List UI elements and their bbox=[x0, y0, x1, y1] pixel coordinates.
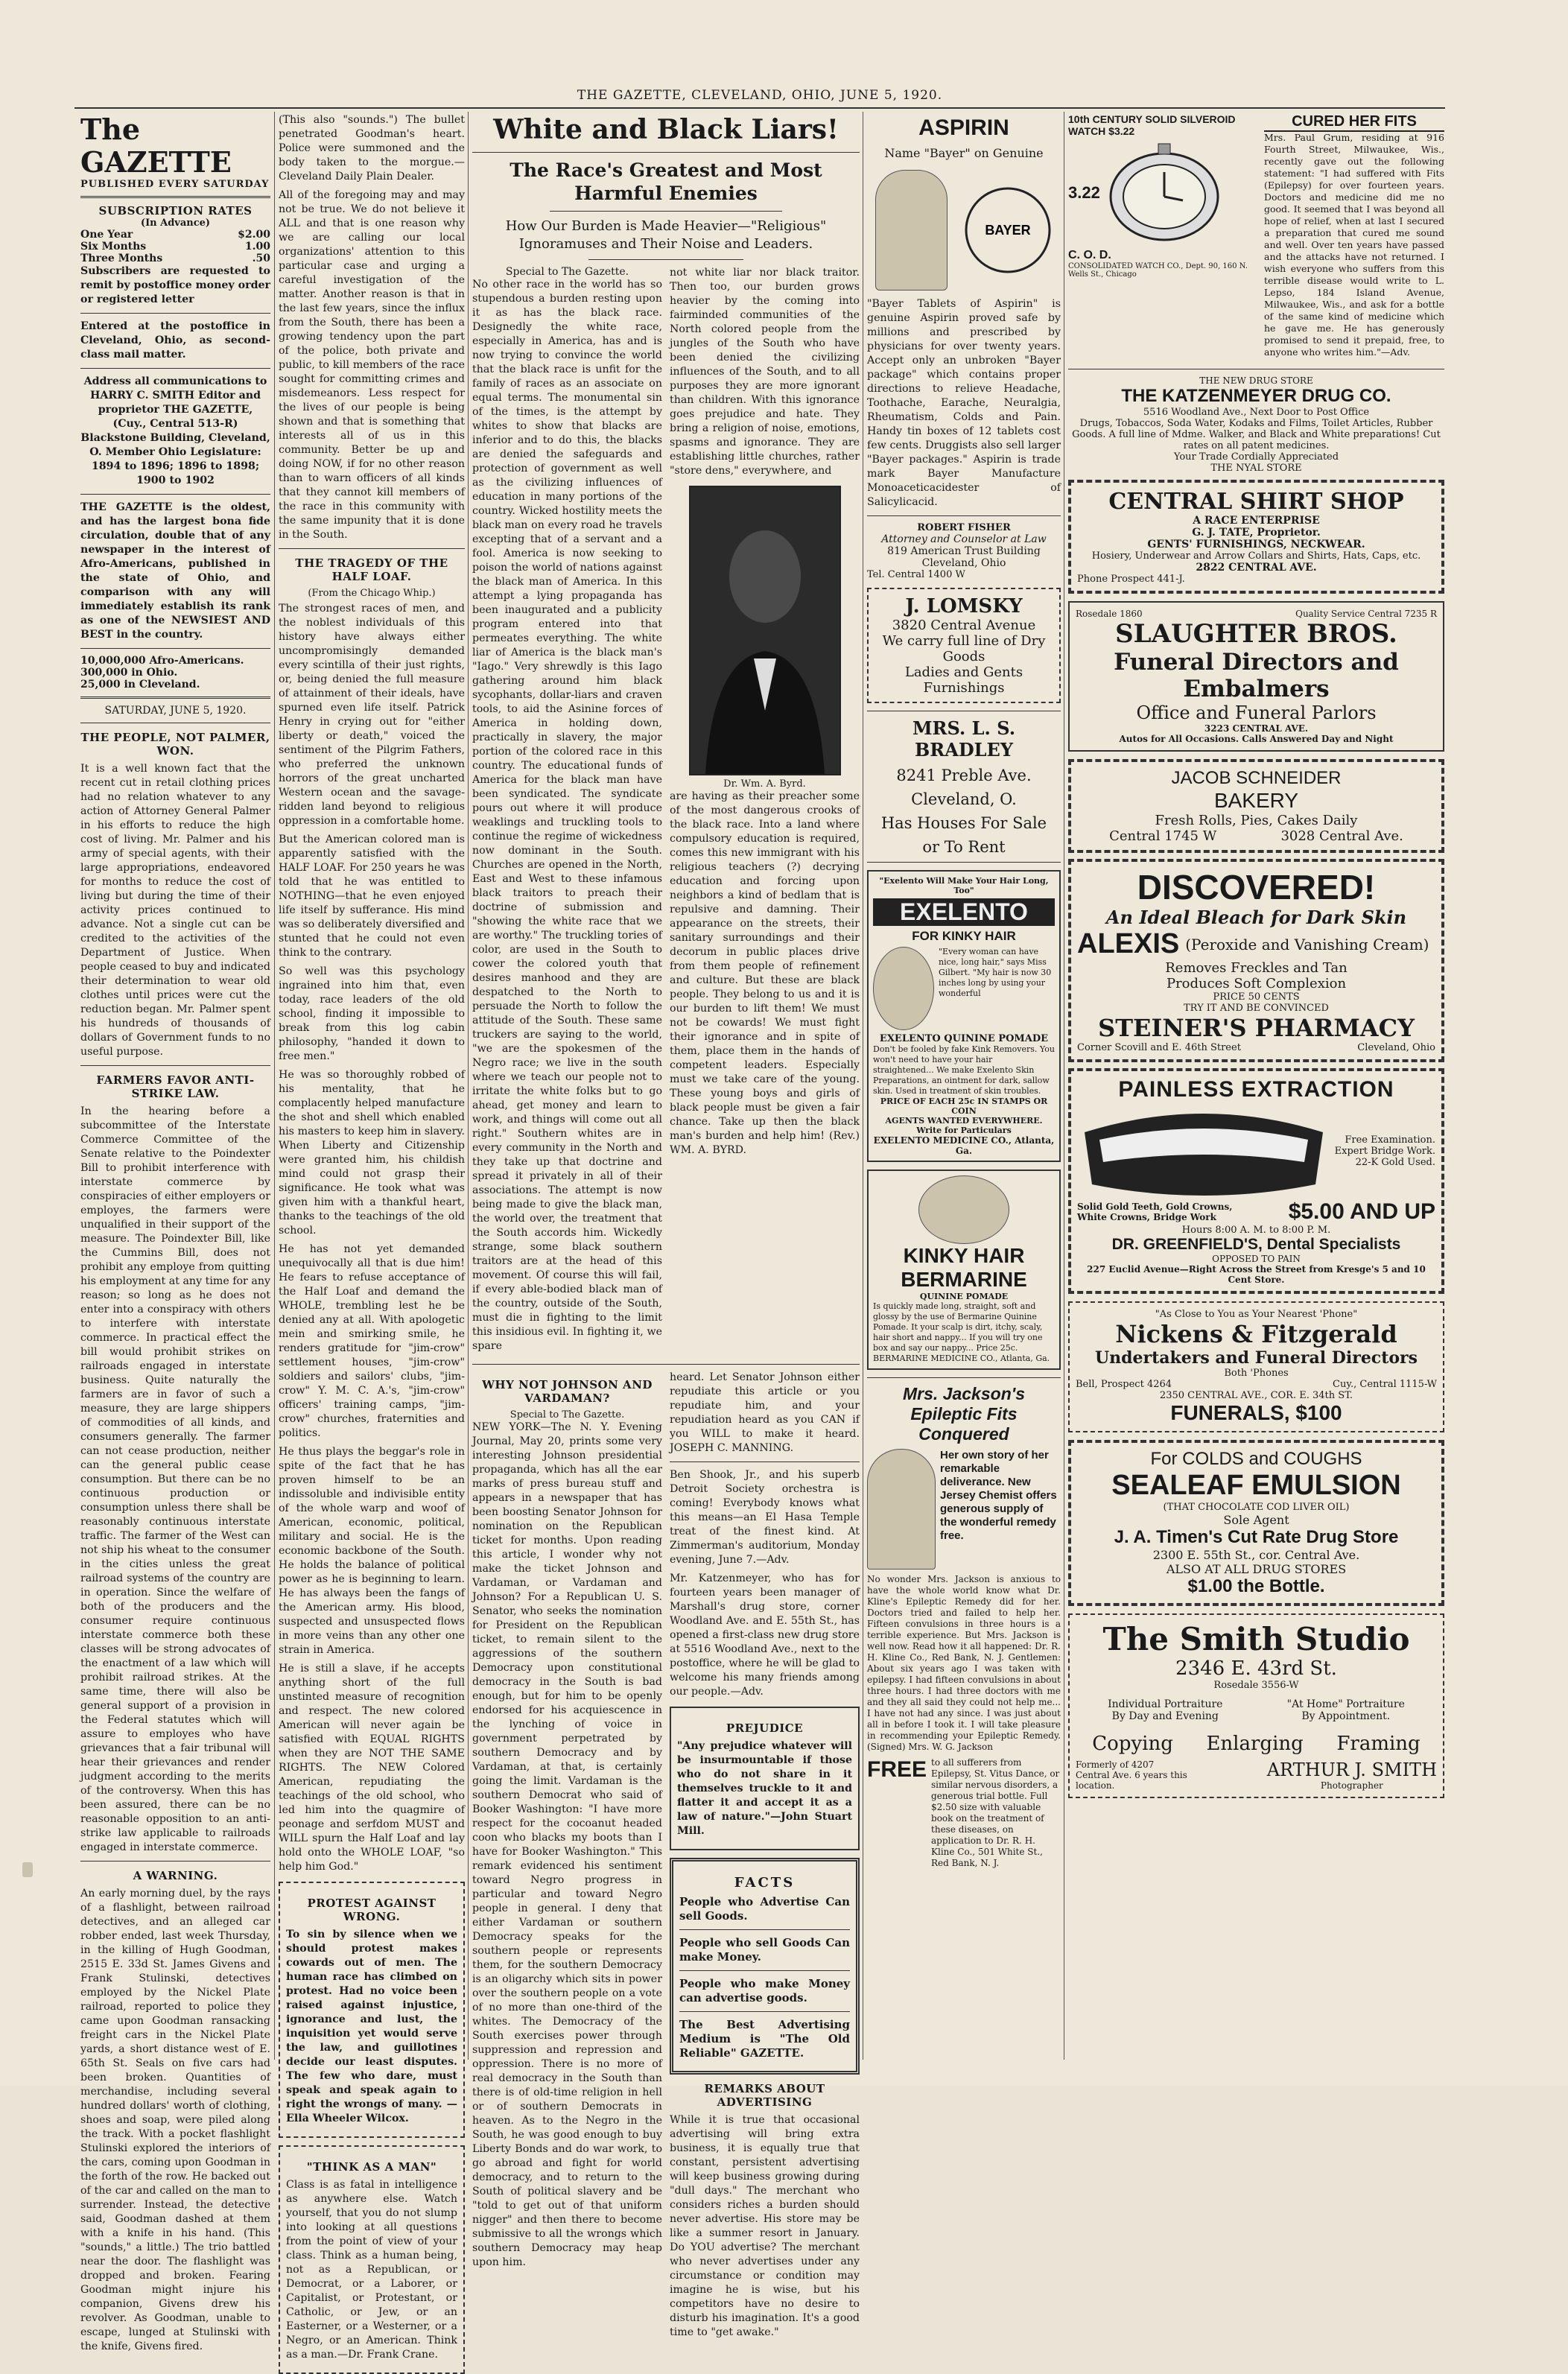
article-heading: THE PEOPLE, NOT PALMER, WON. bbox=[80, 731, 270, 758]
alexis-desc: (Peroxide and Vanishing Cream) bbox=[1185, 935, 1429, 953]
ad-line: For COLDS and COUGHS bbox=[1150, 1449, 1362, 1469]
ad-title: SEALEAF EMULSION bbox=[1111, 1470, 1401, 1501]
bermarine-body: Is quickly made long, straight, soft and glossy by the use of Bermarine Quinine Pomade. It your scalp is dirt, itchy, scaly, hair short and nappy... If you will try one box and say our nappy... Price 25c. BERMARINE MEDICINE CO., Atlanta, Ga. bbox=[873, 1301, 1050, 1363]
ad-line: Hosiery, Underwear and Arrow Collars and Shirts, Hats, Caps, etc. bbox=[1091, 550, 1421, 562]
watch-title: 10th CENTURY SOLID SILVEROID WATCH $3.22 bbox=[1068, 113, 1236, 137]
jackson-subtitle: Her own story of her remarkable deliverance. New Jersey Chemist offers generous supply of the wonderful remedy free. bbox=[940, 1449, 1057, 1542]
smith-offerings: Copying Enlarging Framing bbox=[1092, 1733, 1421, 1755]
divider bbox=[279, 548, 465, 549]
article-body: (This also "sounds.") The bullet penetrated Goodman's heart. Police were summoned and the body taken to the morgue.—Cleveland Daily Plain Dealer. bbox=[279, 114, 465, 183]
divider bbox=[80, 494, 270, 495]
divider bbox=[80, 196, 270, 198]
divider bbox=[550, 211, 782, 212]
article-body: All of the foregoing may and may not be true. We do not believe it ALL and that is one reason why we are calling our local organizations' attention to this particular case and urging a careful investigation of the matter. Another reason is that in the last few years, since the influx from the South, there has been a growing tendency upon the part of the police, both private and public, to kill members of the race sought for committing crimes and misdemeanors. Less respect for the lives of our people is being shown and that is something that interests all of us in this community. Better be up and doing NOW, if for no other reason than to warn officers of all kinds that they cannot kill members of the race in this community with the same impunity that it is done in the South. bbox=[279, 189, 465, 541]
article-source: (From the Chicago Whip.) bbox=[308, 588, 436, 599]
article-body: Mr. Katzenmeyer, who has for fourteen years been manager of Marshall's drug store, corner Woodland Ave. and E. 55th St., has opened a first-class new drug store at 5516 Woodland Ave., next to the postoffice, where he will be glad to welcome his many friends among our people.—Adv. bbox=[670, 1572, 860, 1698]
ad-line: Office and Funeral Parlors bbox=[1136, 702, 1377, 723]
bakery-ad bbox=[1068, 759, 1444, 853]
issue-date: SATURDAY, JUNE 5, 1920. bbox=[104, 705, 247, 717]
article-body: He is still a slave, if he accepts anything short of the full unstinted measure of recognition and respect. The new colored American will never again be satisfied with EQUAL RIGHTS when they are NOT THE SAME RIGHTS. The NEW Colored American, repudiating the teachings of the old school, who led him into the quagmire of peonage and serfdom MUST and WILL spurn the Half Loaf and lay hold onto the WHOLE LOAF, "so help him God." bbox=[279, 1663, 465, 1873]
teeth-icon bbox=[1077, 1102, 1330, 1199]
portrait-photo bbox=[689, 486, 841, 775]
article-heading: WHY NOT JOHNSON AND VARDAMAN? bbox=[482, 1378, 653, 1405]
exelento-agents: AGENTS WANTED EVERYWHERE. Write for Particulars bbox=[885, 1116, 1043, 1135]
ad-line: 227 Euclid Avenue—Right Across the Street from Kresge's 5 and 10 Cent Store. bbox=[1087, 1264, 1426, 1285]
aspirin-subtitle: Name "Bayer" on Genuine bbox=[884, 146, 1044, 160]
binding-tab bbox=[22, 1862, 33, 1877]
think-box bbox=[279, 2145, 465, 2374]
lead-right bbox=[670, 266, 860, 1358]
divider bbox=[80, 696, 270, 699]
dental-row bbox=[1077, 1102, 1435, 1199]
jackson-row bbox=[867, 1449, 1061, 1570]
alexis-row bbox=[1077, 928, 1435, 960]
bayer-mark: BAYER bbox=[985, 223, 1031, 238]
exelento-brand: EXELENTO bbox=[873, 898, 1055, 926]
article-body: But the American colored man is apparently satisfied with the HALF LOAF. For 250 years he was told that he was entitled to NOTHING—that he even enjoyed life itself by sufferance. His mind was so deliberately diversified and stunted that he could not even think to the contrary. bbox=[279, 834, 465, 959]
lead-left bbox=[472, 266, 662, 1358]
divider bbox=[80, 648, 270, 649]
divider bbox=[80, 313, 270, 314]
column-rule bbox=[468, 112, 469, 2060]
bradley-city: Cleveland, O. bbox=[911, 790, 1017, 808]
ad-line: Phone Prospect 441-J. bbox=[1077, 574, 1185, 585]
divider bbox=[472, 1364, 860, 1365]
article-body: The strongest races of men, and the noblest individuals of this history have always either uncompromisingly demanded every scintilla of their just rights, or, being denied the full measure of attainment of their ideals, have spurned even life itself. Patrick Henry in crying out for "either liberty or death," voiced the sentiment of the Pilgrim Fathers, who preferred the unknown horrors of the great uncharted Western ocean and the savage-ridden land beyond to religious oppression in a comfortable home. bbox=[279, 603, 465, 827]
jackson-title: Mrs. Jackson's Epileptic Fits Conquered bbox=[903, 1384, 1025, 1444]
woman-portrait bbox=[867, 1449, 936, 1570]
column-rule bbox=[274, 112, 275, 2060]
nickens-phones: Bell, Prospect 4264 Cuy., Central 1115-W bbox=[1076, 1379, 1437, 1390]
ad-line: ALSO AT ALL DRUG STORES bbox=[1166, 1562, 1347, 1576]
bradley-line: Has Houses For Sale bbox=[880, 814, 1047, 832]
fact-item: People who make Money can advertise goods. bbox=[679, 1977, 850, 2005]
ad-line: 3223 CENTRAL AVE. bbox=[1204, 723, 1309, 734]
watch-icon bbox=[1105, 141, 1224, 245]
ad-title: The Smith Studio bbox=[1102, 1621, 1410, 1657]
alexis-brand: ALEXIS bbox=[1077, 928, 1180, 959]
dental-ad bbox=[1068, 1068, 1444, 1294]
lawyer-phone: Tel. Central 1400 W bbox=[867, 569, 965, 580]
fits-body: Mrs. Paul Grum, residing at 916 Fourth Street, Milwaukee, Wis., recently gave out the following statement: "I had suffered with Fits (Epilepsy) for over fourteen years. Doctors and medicine did me no good. It seemed that I was beyond all hope of relief, when at last I secured a preparation that cured me sound and well. Over ten years have passed and the attacks have not returned. I wish everyone who suffers from this terrible disease would write to L. Lepso, 184 Island Avenue, Milwaukee, Wis., and ask for a bottle of the same kind of medicine which he gave me. He has generously promised to send it prepaid, free, to anyone who writes him."—Adv. bbox=[1264, 132, 1444, 358]
dental-features: Free Examination. Expert Bridge Work. 22-K Gold Used. bbox=[1334, 1134, 1435, 1168]
katz-goods: Drugs, Tobaccos, Soda Water, Kodaks and Films, Toilet Articles, Rubber Goods. A full line of Mdme. Walker, and Black and White preparations! Cut rates on all patent medicines. bbox=[1072, 418, 1441, 451]
woman-portrait bbox=[918, 1175, 1009, 1244]
entered-notice: Entered at the postoffice in Cleveland, Ohio, as second-class mail matter. bbox=[80, 320, 270, 361]
bermarine-brand: BERMARINE bbox=[901, 1268, 1027, 1291]
subheadline: The Race's Greatest and Most Harmful Enemies bbox=[510, 159, 822, 204]
ad-line: 2822 CENTRAL AVE. bbox=[1196, 562, 1317, 574]
divider bbox=[679, 1929, 850, 1930]
ad-line: Removes Freckles and Tan bbox=[1165, 960, 1348, 976]
column-3 bbox=[472, 113, 860, 2338]
exelento-ad bbox=[867, 870, 1061, 1162]
protest-box bbox=[279, 1882, 465, 2138]
ad-title: Nickens & Fitzgerald bbox=[1115, 1320, 1397, 1348]
lawyer-title: Attorney and Counselor at Law bbox=[881, 533, 1047, 545]
ad-line: PRICE 50 CENTS bbox=[1213, 991, 1300, 1003]
divider bbox=[472, 152, 860, 153]
fits-title: CURED HER FITS bbox=[1264, 113, 1444, 132]
ad-line: G. J. TATE, Proprietor. bbox=[1192, 527, 1321, 539]
bayer-cross-icon bbox=[963, 185, 1053, 275]
free-offer: to all sufferers from Epilepsy, St. Vitus Dance, or similar nervous disorders, a generous trial bottle. Full $2.50 size with valuable book on the treatment of these diseases, on application to Dr. R. H. Kline Co., 501 White St., Red Bank, N. J. bbox=[931, 1757, 1060, 1868]
lawyer-address: 819 American Trust Building bbox=[887, 545, 1041, 557]
steiner-name: STEINER'S PHARMACY bbox=[1098, 1014, 1415, 1042]
portrait-illustration bbox=[691, 487, 839, 774]
divider bbox=[80, 368, 270, 369]
watch-ad bbox=[1068, 113, 1258, 363]
katz-line: Your Trade Cordially Appreciated bbox=[1173, 451, 1339, 463]
katz-address: 5516 Woodland Ave., Next Door to Post Office bbox=[1143, 407, 1370, 418]
exelento-row bbox=[873, 947, 1055, 1030]
rate-row: One Year $2.00 bbox=[80, 229, 270, 241]
article-body: are having as their preacher some of the most dangerous crooks of the black race. Into a land where compulsory education is required, comes this new immigrant with his religious teachers (?) decrying education and forcing upon neighbors a kind of bedlam that is repulsive and damning. Their appearance on the streets, their sanitary surroundings and their decorum in public places drive from them people of refinement and culture. But these are black people. They belong to us and it is our burden to lift them! We must not be cowards! We must fight their ignorance and in spite of them, place them in the hands of competent leaders. Especially must we take care of the young. These young boys and girls of black people must be given a fair chance. Take up then the black man's burden and help him! (Rev.) WM. A. BYRD. bbox=[670, 790, 860, 1156]
subscription-note: Subscribers are requested to remit by postoffice money order or registered letter bbox=[80, 265, 270, 305]
article-heading: REMARKS ABOUT ADVERTISING bbox=[704, 2082, 825, 2109]
ad-line: $1.00 the Bottle. bbox=[1187, 1576, 1325, 1596]
population-stat: 25,000 in Cleveland. bbox=[80, 679, 200, 691]
ad-line: Sole Agent bbox=[1223, 1513, 1289, 1527]
dental-price-row: Solid Gold Teeth, Gold Crowns, White Crowns, Bridge Work $5.00 AND UP bbox=[1077, 1199, 1435, 1224]
watch-art bbox=[1068, 137, 1258, 249]
ad-line: (THAT CHOCOLATE COD LIVER OIL) bbox=[1163, 1502, 1350, 1513]
subscription-heading: SUBSCRIPTION RATES bbox=[98, 204, 253, 218]
publish-line: PUBLISHED EVERY SATURDAY bbox=[80, 179, 270, 190]
prejudice-box bbox=[670, 1707, 860, 1850]
slaughter-ad bbox=[1068, 601, 1444, 752]
article-body: He was so thoroughly robbed of his mentality, that he complacently helped manufacture the shot and shell which enabled his masters to keep him in slavery. When Liberty and Citizenship were granted him, his childish mind could not grasp their significance. He took what was given him with a thankful heart, thanks to the teachings of the old school. bbox=[279, 1069, 465, 1237]
ad-line: Ladies and Gents Furnishings bbox=[904, 664, 1023, 696]
facts-box bbox=[670, 1858, 860, 2075]
sealeaf-ad bbox=[1068, 1440, 1444, 1606]
article-body: Ben Shook, Jr., and his superb Detroit Society orchestra is coming! Everybody knows what this means—an El Hasa Temple treat of the finest kind. At Zimmerman's auditorium, Monday evening, June 7.—Adv. bbox=[670, 1469, 860, 1566]
exelento-pomade: EXELENTO QUININE POMADE bbox=[879, 1033, 1049, 1044]
headline: White and Black Liars! bbox=[493, 114, 839, 145]
ad-line: Funeral Directors and Embalmers bbox=[1114, 649, 1399, 702]
ad-line: OPPOSED TO PAIN bbox=[1212, 1254, 1301, 1264]
article-heading: THE TRAGEDY OF THE HALF LOAF. bbox=[295, 556, 448, 583]
ad-line: We carry full line of Dry Goods bbox=[882, 633, 1046, 664]
paper-title: The GAZETTE bbox=[80, 112, 232, 179]
ad-line: 2346 E. 43rd St. bbox=[1175, 1657, 1337, 1680]
article-body: NEW YORK—The N. Y. Evening Journal, May 20, prints some very interesting Johnson presidential propaganda, which has all the ear marks of press bureau stuff and appears in a newspaper that has been boosting Senator Johnson for nomination on the Republican ticket for months. Upon reading this article, I wonder why not make the ticket Johnson and Vardaman, or Vardaman and Johnson? For a Republican U. S. Senator, who seeks the nomination for President on the Republican ticket, to remain silent to the aggressions of the southern Democracy upon constitutional democracy in the South is bad enough, but for him to be openly endorsed for his acquiescence in the lynching of voice in government perpetrated by southern Democracy and by Vardaman, at that, is certainly going the limit. Vardaman is the southern Democrat who said of Booker Washington: "I have more respect for the cocoanut headed coon who blacks my boots than I have for Booker Washington." This remark evidenced his sentiment toward Negro progress in particular and toward Negro people in general. I deny that either Vardaman or southern Democracy speaks for the southern people or represents them, for the southern Democracy is an oligarchy which sits in power over the southern people on a vote of no more than one-third of the whites. The Democracy of the South exercises power through suppression and repression and oppression. There is no more of real democracy in the South than there is of old-time religion in hell or of southern Democrats in heaven. As to the Negro in the South, he was good enough to buy Liberty Bonds and do war work, to go abroad and fight for world democracy, and to return to the South of political slavery and be "told to get out of that uniform nigger" and then there to become submissive to all the wrongs which southern Democracy may heap upon him. bbox=[472, 1421, 662, 2268]
photo-caption: Dr. Wm. A. Byrd. bbox=[723, 778, 806, 790]
aspirin-body: "Bayer Tablets of Aspirin" is genuine Aspirin proved safe by millions and prescribed by physicians for over twenty years. Accept only an unbroken "Bayer package" which contains proper directions to relieve Headache, Toothache, Earache, Neuralgia, Rheumatism, Colds and Pain. Handy tin boxes of 12 tablets cost few cents. Druggists also sell larger "Bayer packages." Aspirin is trade mark Bayer Manufacture Monoaceticacidester of Salicylicacid. bbox=[867, 298, 1061, 508]
article-body: heard. Let Senator Johnson either repudiate this article or you repudiate him, and your repudiation heard as you CAN if you WILL to make it heard. JOSEPH C. MANNING. bbox=[670, 1371, 860, 1454]
exelento-company: EXELENTO MEDICINE CO., Atlanta, Ga. bbox=[873, 1135, 1055, 1156]
deck: How Our Burden is Made Heavier—"Religious" Ignoramuses and Their Noise and Leaders. bbox=[505, 218, 827, 252]
lomsky-ad bbox=[867, 588, 1061, 703]
lawyer-city: Cleveland, Ohio bbox=[921, 557, 1006, 569]
box-heading: PREJUDICE bbox=[726, 1721, 804, 1735]
exelento-for: FOR KINKY HAIR bbox=[912, 929, 1016, 943]
divider bbox=[867, 862, 1061, 863]
column-4 bbox=[867, 113, 1061, 2061]
fact-item: People who Advertise Can sell Goods. bbox=[679, 1895, 850, 1923]
ad-line: GENTS' FURNISHINGS, NECKWEAR. bbox=[1147, 539, 1365, 550]
ad-line: 2350 CENTRAL AVE., COR. E. 34th ST. bbox=[1159, 1390, 1353, 1401]
ad-line: Hours 8:00 A. M. to 8:00 P. M. bbox=[1181, 1225, 1331, 1236]
article-body: not white liar nor black traitor. Then too, our burden grows heavier by the coming into fairminded communities of the North colored people from the jungles of the South who have been denied the civilizing influences of the South, and to all purposes they are more ignorant than children. With this ignorance goes prejudice and hate. They bring a religion of noise, emotions, spasms and ignorance. They are establishing little churches, rather "store dens," everywhere, and bbox=[670, 267, 860, 477]
ad-line: TRY IT AND BE CONVINCED bbox=[1184, 1003, 1329, 1014]
divider bbox=[670, 1461, 860, 1462]
article-body: In the hearing before a subcommittee of the Interstate Commerce Committee of the Senate relative to the Poindexter Bill to prohibit interference with interstate commerce by conspiracies of either employers or employes, the farmers were unqualified in their support of the measure. The Poindexter Bill, like the Cummins Bill, does not prohibit any employe from quitting his employment at any time for any reason; so long as he does not enter into a conspiracy with others to interfere with interstate commerce. In practical effect the bill would prohibit strikes on railroads engaged in interstate business. Quite naturally the farmers are in favor of such a measure, they are large shippers of commodities of all kinds, and consumers generally. The farmer can not cease production, neither can the general public cease consumption. But there can be no continuous production or consumption unless there shall be reasonably continuous interstate traffic. The farmer of the West can not ship his wheat to the consumer in the cities unless the great railroad systems of the country are in operation. Since the welfare of both of the producers and the consumer require continuous interstate commerce both these classes will be strong advocates of the enactment of a law which will prohibit railroad strikes. At the same time, there will also be general support of a provision in the Federal statutes which will assure to employes who have grievances that a fair tribunal will hear their grievances and render judgment according to the merits of the controversy. When this has been assured, there can be no reasonable opposition to an anti-strike law applicable to railroads engaged in interstate commerce. bbox=[80, 1105, 270, 1853]
kinky-hair-title: KINKY HAIR bbox=[903, 1244, 1025, 1267]
column-1 bbox=[80, 112, 270, 2352]
free-label: FREE bbox=[867, 1757, 927, 1782]
divider bbox=[80, 1861, 270, 1862]
ad-line: FUNERALS, $100 bbox=[1170, 1401, 1342, 1424]
steiner-address: Corner Scovill and E. 46th Street Cleveland, Ohio bbox=[1077, 1042, 1435, 1053]
lower-right bbox=[670, 1371, 860, 2344]
aspirin-title: ASPIRIN bbox=[918, 115, 1009, 140]
ad-line: Rosedale 3556-W bbox=[1213, 1680, 1299, 1691]
fits-ad bbox=[1264, 113, 1444, 363]
bradley-address: 8241 Preble Ave. bbox=[896, 767, 1032, 784]
box-body: To sin by silence when we should protest makes cowards out of men. The human race has climbed on protest. Had no voice been raised against injustice, ignorance and lust, the inquisition yet would serve the law, and guillotines decide our least disputes. The few who dare, must speak and speak again to right the wrongs of many. —Ella Wheeler Wilcox. bbox=[286, 1929, 457, 2124]
smith-footer: Formerly of 4207 Central Ave. 6 years this location. ARTHUR J. SMITH Photographer bbox=[1076, 1759, 1437, 1791]
divider bbox=[588, 259, 743, 260]
article-body: It is a well known fact that the recent cut in retail clothing prices had no relation whatever to any action of Attorney General Palmer in his efforts to reduce the high cost of living. Mr. Palmer and his army of special agents, with their large appropriations, endeavored for months to reduce the cost of living but during the time of their activity prices continued to advance. Not a single cut can be credited to the activities of the Department of Justice. When people ceased to buy and indicated their determination to wear old clothes until prices were cut the reduction began. Mr. Palmer spent his hundreds of thousands of dollars of Government funds to no useful purpose. bbox=[80, 763, 270, 1058]
article-body: No other race in the world has so stupendous a burden resting upon it as has the black race. Designedly the white race, especially in America, has and is now trying to convince the world that the black race is unfit for the family of races as an associate on equal terms. The monumental sin of the times, is the attempt by whites to show that blacks are inferior and to do this, the blacks are denied the safeguards and protection of government as well as the civilizing influences of education in many portions of the country. Wicked hostility meets the black man on every road he travels excepting that of a servant and a fool. America is now seeking to poison the world of nations against the black man of America. In this attempt a lying propaganda has been inaugurated and a publicity program entered into that permeates everything. The white liar of America is the black man's "Iago." Very shrewdly is this Iago gathering around him black sycophants, dollar-liars and craven tools, to aid the Asinine forces of America in holding down, practically in slavery, the major portion of the colored race in this country. The educational funds of America for the black man have been syndicated. The syndicate pours out where it will produce weaklings and truckling tools to continue the regime of wickedness now dominant in the South. Churches are opened in the North, East and West to these infamous black traitors to preach their doctrine of submission and "showing the white race that we are worthy." The truckling tories of color, are used in the South to cower the colored youth that desires manhood and they are despatched to the North to persuade the North to follow the attitude of the South. These same truckers are saying to the world, "we are the spokesmen of the Negro race; we live in the south where we teach our people not to irritate the white folks but to go ahead, get money and learn to work, and things will come out all right." Southern whites are in every community in the North and they take up that doctrine and spread it privately in all of their associations. The attempt is now being made to give the black man, the world over, the treatment that the South accords him. Wickedly strange, some black southern traitors are at the head of this movement. Of course this will fail, if every able-bodied black man of the country, outside of the South, must die in fighting to the limit this insidious evil. In fighting it, we spare bbox=[472, 279, 662, 1352]
ad-line: Both 'Phones bbox=[1224, 1368, 1289, 1379]
jackson-free-row bbox=[867, 1757, 1061, 1869]
exelento-price: PRICE OF EACH 25c IN STAMPS OR COIN bbox=[880, 1096, 1048, 1116]
population-stat: 10,000,000 Afro-Americans. bbox=[80, 655, 244, 667]
ad-line: Undertakers and Funeral Directors bbox=[1094, 1348, 1418, 1368]
circulation-claim: THE GAZETTE is the oldest, and has the largest bona fide circulation, double that of any newspaper in the interest of Afro-Americans, published in the state of Ohio, and comparison with any will immediately establish its rank as one of the NEWSIEST AND BEST in the country. bbox=[80, 501, 270, 641]
ad-title: JACOB SCHNEIDER bbox=[1171, 768, 1342, 788]
exelento-body: Don't be fooled by fake Kink Removers. You won't need to have your hair straightened... We make Exelento Skin Preparations, an ointment for dark, sallow skin. Used in treatment of skin troubles. bbox=[873, 1044, 1055, 1096]
lawyer-name: ROBERT FISHER bbox=[917, 522, 1011, 533]
column-5 bbox=[1068, 113, 1444, 2061]
jackson-body: No wonder Mrs. Jackson is anxious to have the whole world know what Dr. Kline's Epileptic Remedy did for her. Doctors tried and failed to help her. Fifteen convulsions in three hours is a terrible experience. But Mrs. Jackson is well now. Read how it all happened: Dr. R. H. Kline Co., Red Bank, N. J. Gentlemen: About six years ago I was taken with epilepsy. I had fifteen convulsions in about three hours. I had three doctors with me and they all said they could not help me... I have not had any since. I was just about all in before I took it. I will take pleasure in recommending your Epileptic Remedy. (Signed) Mrs. W. G. Jackson bbox=[867, 1574, 1061, 1752]
divider bbox=[679, 2011, 850, 2012]
ad-line: BAKERY bbox=[1213, 789, 1299, 812]
slaughter-phones: Rosedale 1860 Quality Service Central 7235 R bbox=[1076, 609, 1437, 619]
watch-cod: C. O. D. bbox=[1068, 249, 1111, 261]
katz-kicker: THE NEW DRUG STORE bbox=[1199, 375, 1313, 386]
lower-left bbox=[472, 1371, 662, 2344]
lower-articles bbox=[472, 1371, 860, 2344]
exelento-quote: "Every woman can have nice, long hair," says Miss Gilbert. "My hair is now 30 inches long by using your wonderful bbox=[939, 947, 1052, 998]
man-illustration bbox=[875, 170, 948, 291]
box-body: Class is as fatal in intelligence as anywhere else. Watch yourself, that you do not slump into looking at all questions from the point of view of your class. Think as a human being, not as a Republican, or Democrat, or a Laborer, or Capitalist, or Protestant, or Catholic, or Jew, or an Easterner, or a Westerner, or a Negro, or an American. Think as a man.—Dr. Frank Crane. bbox=[286, 2179, 457, 2361]
bakery-contact: Central 1745 W 3028 Central Ave. bbox=[1109, 828, 1403, 844]
ad-line: Fresh Rolls, Pies, Cakes Daily bbox=[1155, 813, 1358, 828]
subscription-advance: (In Advance) bbox=[140, 218, 211, 229]
ad-line: "As Close to You as Your Nearest 'Phone" bbox=[1155, 1309, 1358, 1320]
bermarine-ad bbox=[867, 1169, 1061, 1370]
ad-line: J. A. Timen's Cut Rate Drug Store bbox=[1114, 1527, 1399, 1547]
ad-line: An Ideal Bleach for Dark Skin bbox=[1105, 907, 1407, 928]
divider bbox=[867, 515, 1061, 516]
top-ads-row bbox=[1068, 113, 1444, 363]
box-body: "Any prejudice whatever will be insurmountable if those who do not share in it themselves truckle to it and flatter it and accept it as a law of nature."—John Stuart Mill. bbox=[677, 1740, 852, 1837]
article-body: While it is true that occasional advertising will bring extra business, it is equally true that constant, persistent advertising will keep business growing during "dull days." The merchant who considers riches a burden should never advertise. His store may be like a summer resort in January. Do YOU advertise? The merchant who never advertises under any circumstance or condition may imagine he is wise, but his competitors have no desire to disturb his imagination. It's a good time to "get awake." bbox=[670, 2114, 860, 2338]
divider bbox=[80, 1065, 270, 1066]
dateline: Special to The Gazette. bbox=[505, 266, 629, 278]
ad-line: Autos for All Occasions. Calls Answered Day and Night bbox=[1119, 734, 1394, 744]
ad-line: Produces Soft Complexion bbox=[1166, 976, 1347, 991]
fact-item: People who sell Goods Can make Money. bbox=[679, 1936, 850, 1964]
ad-title: J. LOMSKY bbox=[905, 595, 1023, 618]
watch-price: 3.22 bbox=[1068, 183, 1100, 202]
ad-title: PAINLESS EXTRACTION bbox=[1118, 1077, 1394, 1102]
ad-title: SLAUGHTER BROS. bbox=[1115, 619, 1397, 649]
box-heading: "THINK AS A MAN" bbox=[306, 2160, 437, 2174]
fact-item: The Best Advertising Medium is "The Old Reliable" GAZETTE. bbox=[679, 2018, 850, 2060]
katz-line: THE NYAL STORE bbox=[1210, 463, 1302, 474]
divider bbox=[679, 1970, 850, 1971]
ad-line: A RACE ENTERPRISE bbox=[1193, 515, 1320, 527]
article-body: So well was this psychology ingrained into him that, even today, race leaders of the old school, finding it impossible to break from this log cabin philosophy, "handed it down to free men." bbox=[279, 965, 465, 1062]
katz-title: THE KATZENMEYER DRUG CO. bbox=[1121, 386, 1391, 406]
lead-article bbox=[472, 266, 860, 1358]
box-heading: PROTEST AGAINST WRONG. bbox=[307, 1897, 437, 1923]
bradley-line: or To Rent bbox=[922, 838, 1006, 856]
ad-line: 2300 E. 55th St., cor. Central Ave. bbox=[1152, 1548, 1360, 1562]
ad-title: CENTRAL SHIRT SHOP bbox=[1108, 489, 1404, 515]
watch-company: CONSOLIDATED WATCH CO., Dept. 90, 160 N. Wells St., Chicago bbox=[1068, 262, 1248, 279]
aspirin-art bbox=[867, 163, 1061, 297]
bradley-name: MRS. L. S. BRADLEY bbox=[912, 717, 1016, 761]
alexis-ad bbox=[1068, 859, 1444, 1062]
article-body: He has not yet demanded unequivocally all that is due him! He fears to refuse acceptance of the Half Loaf and demand the WHOLE, trembling lest he be denied any at all. With apologetic mein and smirking smile, he renders gratitude for "jim-crow" settlement houses, "jim-crow" soldiers and sailors' clubs, "jim-crow" Y. M. C. A.'s, "jim-crow" officers' training camps, "jim-crow" churches, fraternities and politics. bbox=[279, 1243, 465, 1439]
box-heading: FACTS bbox=[734, 1875, 796, 1891]
nickens-ad bbox=[1068, 1301, 1444, 1432]
smith-studio-ad bbox=[1068, 1613, 1444, 1798]
woman-portrait bbox=[873, 947, 934, 1030]
dateline: Special to The Gazette. bbox=[510, 1409, 625, 1421]
smith-services: Individual Portraiture By Day and Evening "At Home" Portraiture By Appointment. bbox=[1108, 1698, 1405, 1722]
ad-title: DISCOVERED! bbox=[1137, 868, 1376, 907]
article-heading: A WARNING. bbox=[133, 1869, 218, 1882]
article-body: He thus plays the beggar's role in spite of the fact that he has proven himself to be an indissoluble and indivisible entity of the whole warp and woof of American, economic, political, military and social. He is the economic backbone of the South. He holds the balance of political power as he is beginning to learn. He has always been the fangs of the American army. His blood, suspected and unsuspected flows in more veins than any other one strain in America. bbox=[279, 1446, 465, 1656]
rate-row: Three Months .50 bbox=[80, 253, 270, 264]
article-body: An early morning duel, by the rays of a flashlight, between railroad detectives, and an alleged car robber ended, last week Thursday, in the killing of Hugh Goodman, 2515 E. 33d St. James Givens and Frank Stulinski, detectives employed by the Nickel Plate railroad, reported to police they came upon Goodman ransacking freight cars in the Nickel Plate yards, a short distance west of E. 65th St. Seals on five cars had been broken. Quantities of merchandise, including several hundred dollars' worth of clothing, shoes and soap, were piled along the track. With a pocket flashlight Stulinski explored the interiors of the cars, coming upon Goodman in the forth of the row. He backed out of the car and called on the man to surrender. Instead, the detective said, Goodman dashed at them with a knife in his hand. (This "sounds," a little.) The trio battled near the door. The flashlight was dropped and broken. Fearing Goodman might injure his companion, Givens drew his revolver. As Goodman, unable to escape, lunged at Stulinski with the knife, Givens fired. bbox=[80, 1888, 270, 2352]
shirt-shop-ad bbox=[1068, 480, 1444, 594]
article-heading: FARMERS FAVOR ANTI-STRIKE LAW. bbox=[96, 1073, 255, 1100]
ad-tagline: "Exelento Will Make Your Hair Long, Too" bbox=[879, 876, 1049, 895]
bermarine-sub: QUININE POMADE bbox=[919, 1292, 1009, 1301]
population-stat: 300,000 in Ohio. bbox=[80, 667, 178, 679]
divider bbox=[867, 1377, 1061, 1378]
rate-row: Six Months 1.00 bbox=[80, 241, 270, 253]
editor-address: Address all communications to HARRY C. SMITH Editor and proprietor THE GAZETTE, (Cuy., Central 513-R) Blackstone Building, Cleveland, O. Member Ohio Legislature: 1894 to 1896; 1896 to 1898; 1900 to 1902 bbox=[80, 375, 270, 486]
ad-line: DR. GREENFIELD'S, Dental Specialists bbox=[1111, 1236, 1401, 1253]
dental-price: $5.00 AND UP bbox=[1288, 1199, 1435, 1224]
ad-address: 3820 Central Avenue bbox=[892, 618, 1036, 633]
column-2 bbox=[279, 113, 465, 2361]
page-masthead: THE GAZETTE, CLEVELAND, OHIO, JUNE 5, 1920. bbox=[74, 88, 1445, 109]
